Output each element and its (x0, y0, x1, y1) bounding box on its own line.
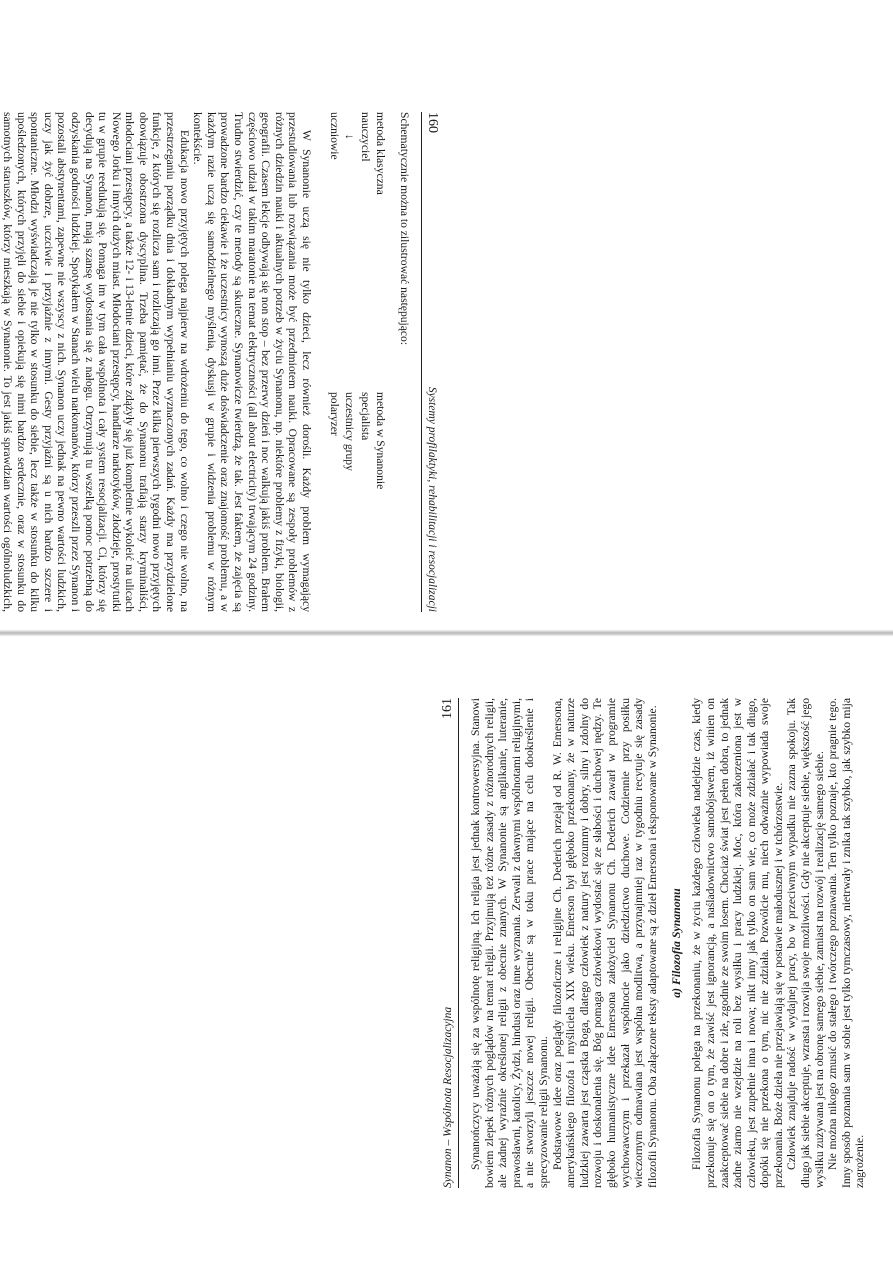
down-arrow-icon: ↓ (343, 134, 357, 140)
book-gutter (0, 626, 893, 640)
section-heading: a) Filozofia Synanonu (669, 888, 684, 998)
scheme-right-3: uczestnicy grupy (343, 392, 357, 471)
running-title: Synanon – Wspólnota Resocjalizacyjna (442, 1006, 454, 1188)
intro-line: Schematycznie można to zilustrować następująco: (398, 112, 411, 346)
page-number: 161 (440, 698, 455, 719)
scheme-right-1: metoda w Synanonie (374, 392, 388, 490)
running-head (421, 112, 440, 612)
page-number: 160 (425, 112, 440, 133)
running-title: Systemy profilaktyki, rehabilitacji i resocjalizacji (426, 386, 438, 612)
scheme-left-1: metoda klasyczna (374, 112, 388, 195)
scheme-right-2: specjalista (358, 392, 372, 441)
paragraph: Edukacja nowo przyjętych polega najpierw na wdrożeniu do tego, co wolno i czego nie wolno, na przestrzeganiu porządku dnia i dokładnym wypełnianiu wyznaczonych zadań. Każdy ma przydzielone funkcje, z których się rozlicza sam i rozliczają go inni. Przez kilka pierwszych tygodni nowo przyjętych obowiązuje obostrzona dyscyplina. Trzeba pamiętać, że do Synanonu trafiają starzy kryminaliści, młodociani przestępcy, a także 12- i 13-letnie dzieci, które zdążyły się już kompletnie wykoleić na ulicach Nowego Jorku i innych dużych miast. Młodociani przestępcy, handlarze narkotyków, złodzieje, prostytutki tu w grupie reedukują się. Pomaga im w tym cała wspólnota i cały system resocjalizacji. Ci, którzy się decydują na Synanon, mają szansę wydostania się z nałogu. Otrzymują tu wszelką pomoc potrzebną do odzyskania godności ludzkiej. Spotykałem w Stanach wielu narkomanów, którzy przeszli przez Synanon i pozostali abstynentami, zapewne nie wszyscy z nich. Synanon uczy jednak na pewno wartości ludzkich, uczy jak żyć dobrze, uczciwie i przyjaźnie z innymi. Gesty przyjaźni są u nich bardzo szczere i spontaniczne. Młodzi wyświadczają je nie tylko w stosunku do siebie, lecz także w stosunku do kilku upośledzonych, których przyjęli do siebie i opiekują się nimi bardzo serdecznie, oraz w stosunku do samotnych staruszków, którzy mieszkają w Synanonie. To jest jakiś sprawdzian wartości ogólnoludzkich, (0, 112, 191, 612)
scheme-right-4: polaryzer (327, 392, 341, 436)
paragraph: Synanończycy uważają się za wspólnotę religijną. Ich religia jest jednak kontrowersyjna. Stanowi bowiem zlepek różnych poglądów na temat religii. Przyjmują też różne zasady z różnorodnych religii, ale żadnej wyraźnie określonej religii z obecnie znanych. W Synanonie są anglikanie, luteranie, prawosławni, katolicy, Żydzi, hindusi oraz inne wyznania. Zerwali z dawnymi wspólnotami religijnymi, a nie stworzyli jeszcze nowej religii. Obecnie są w toku prace mające na celu dookreślenie i sprecyzowanie religii Synanonu. (469, 698, 550, 1188)
paragraph: W Synanonie uczą się nie tylko dzieci, lecz również dorośli. Każdy problem wymagający przestudiowania lub rozwiązania może być przedmiotem nauki. Opracowane są zespoły problemów z różnych dziedzin nauki i aktualnych potrzeb w życiu Synanonu, np. niektóre problemy z fizyki, biologii, geografii. Czasem lekcje odbywają się non stop – bez przerwy dzień i noc walkują jakiś problem. Brałem częściowo udział w takim maratonie na temat elektryczności (all about electricity) trwającym 24 godziny. Trudno stwierdzić, czy te metody są skuteczne. Synanowicze twierdzą, że tak. Jest faktem, że zajęcia są prowadzone bardzo ciekawie i że uczestnicy wynoszą duże doświadczenie oraz znajomość problemu, a w każdym razie uczą się samodzielnego myślenia, dyskusji w grupie i widzenia problemu w różnym kontekście. (191, 112, 314, 612)
scheme-left-4: uczniowie (327, 112, 341, 160)
paragraph: Podstawowe idee oraz poglądy filozoficzne i religijne Ch. Dederich przejął od R. W. Emersona, amerykańskiego filozofa i myśliciela XIX wieku. Emerson był głęboko przekonany, że w naturze ludzkiej zawarta jest cząstka Boga, dlatego człowiek z natury jest rozumny i dobry, silny i zdolny do rozwoju i doskonalenia się. Bóg pomaga człowiekowi wydostać się ze słabości i duchowej nędzy. Te głęboko humanistyczne idee Emersona założyciel Synanonu Ch. Dederich zawarł w programie wychowawczym i przekazał wspólnocie jako dziedzictwo duchowe. Codziennie przy posiłku wieczornym odmawiana jest wspólna modlitwa, a przynajmniej raz w tygodniu recytuje się zasady filozofii Synanonu. Oba załączone teksty adaptowane są z dzieł Emersona i eksponowane w Synanonie. (550, 698, 659, 1188)
page-160 (0, 112, 440, 612)
paragraph: Człowiek znajduje radość w wydajnej pracy, bo w przeciwnym wypadku nie zazna spokoju. Tak długo jak siebie akceptuje, wzrasta i rozwija swoje możliwości. Gdy nie akceptuje siebie, większość jego wysiłku zużywana jest na obronę samego siebie, zamiast na rozwój i realizację samego siebie. (785, 698, 826, 1188)
running-head (440, 698, 459, 1188)
page-161 (440, 698, 867, 1188)
scheme-left-2: nauczyciel (358, 112, 372, 162)
paragraph: Nie można nikogo zmusić do stałego i twórczego poznawania. Ten tylko poznaje, kto pragnie tego. Inny sposób poznania sam w sobie jest tylko tymczasowy, nietrwały i znika tak szybko, jak szybko mija zagrożenie. (826, 698, 867, 1188)
paragraph: Filozofia Synanonu polega na przekonaniu, że w życiu każdego człowieka nadejdzie czas, kiedy przekonuje się on o tym, że zawiść jest ignorancją, a naśladownictwo samobójstwem, iż winien on zaakceptować siebie na dobre i złe, zgodnie ze swoim losem. Chociaż świat jest pełen dobra, to jednak żadne ziarno nie wzejdzie na roli bez wysiłku i pracy ludzkiej. Moc, która zakorzeniona jest w człowieku, jest zupełnie inna i nowa; nikt inny jak tylko on sam wie, co może zdziałać i tak długo, dopóki się nie przekona o tym, nic nie zdziała. Pozwólcie mu, niech odważnie wypowiada swoje przekonania. Boże dzieła nie przejawiają się w postawie małodusznej i w tchórzostwie. (690, 698, 785, 1188)
method-scheme (327, 112, 387, 612)
